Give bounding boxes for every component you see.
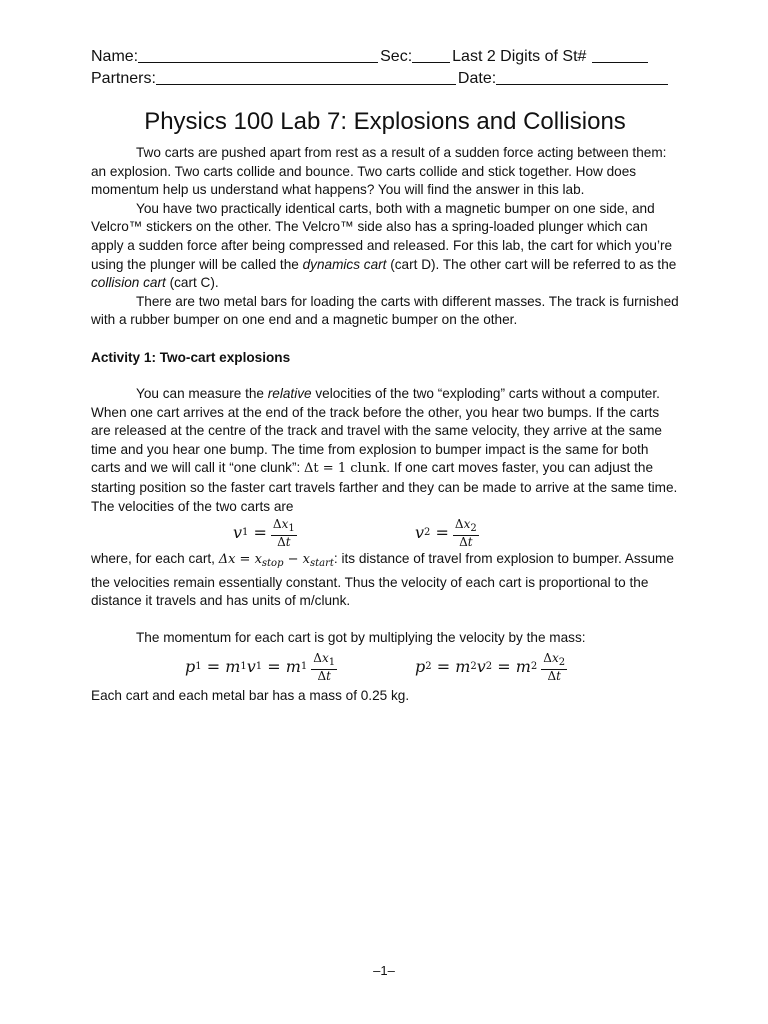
sec-label: Sec: (380, 48, 413, 65)
intro-p2-text-c: (cart C). (165, 275, 219, 291)
act1-text-b: velocities of the two “exploding” carts without a computer. When one cart arrives at the end of the track before the other, you hear two bumps. If the carts are released at the centre of the track and travel with the same velocity, they arrive at the same time and you hear one bump. The time from explosion to bumper impact is the same for both carts and we will call it “one clunk”: (91, 385, 662, 476)
clunk-equation: Δt = 1 clunk (304, 461, 387, 477)
date-blank (496, 68, 668, 85)
delta-x-definition (218, 552, 334, 570)
name-blank (138, 46, 378, 63)
velocity-equation-2: v 2 = $\frac{\Delta x_2}{\Delta t}$ (415, 516, 477, 549)
activity-1-section (91, 385, 679, 706)
momentum-equation-2: p 2 = m 2 v 2 = m 2 $\frac{\Delta x_2}{\Delta t}$ (415, 650, 566, 683)
activity-1-heading: Activity 1: Two-cart explosions (91, 349, 291, 365)
document-page (91, 46, 679, 706)
partners-label: Partners: (91, 70, 156, 87)
delta-x-eq: Δx = x (218, 552, 262, 568)
page-title: Physics 100 Lab 7: Explosions and Collisions (144, 108, 626, 135)
header-row-2 (91, 68, 679, 90)
page-number: –1– (373, 963, 395, 978)
intro-p2-text-b: (cart D). The other cart will be referred to as the (386, 256, 677, 272)
where-text-a: where, for each cart, (91, 551, 219, 567)
student-number-blank (592, 46, 648, 63)
velocity-equations (91, 516, 679, 550)
activity-1-paragraph-2 (91, 550, 679, 611)
relative-term: relative (267, 385, 312, 401)
dynamics-cart-term: dynamics cart (302, 256, 387, 272)
momentum-equations (91, 647, 679, 687)
activity-1-paragraph-4: Each cart and each metal bar has a mass of 0.25 kg. (91, 688, 410, 704)
act1-text-a: You can measure the (136, 385, 268, 401)
activity-1-paragraph-3: The momentum for each cart is got by multiplying the velocity by the mass: (136, 629, 586, 645)
intro-paragraph-1: Two carts are pushed apart from rest as a result of a sudden force acting between them: an explosion. Two carts collide and bounce. Two carts collide and stick together. How does momentum help us understand what happens? You will find the answer in this lab. (91, 145, 667, 198)
minus-x: − x (283, 552, 310, 568)
partners-blank (156, 68, 456, 85)
stop-subscript: stop (261, 558, 284, 570)
where-text-b: : its distance of travel from explosion to bumper. Assume the velocities remain essentially constant. Thus the velocity of each cart is proportional to the distance it travels and has units of m/clunk. (91, 551, 674, 609)
collision-cart-term: collision cart (91, 275, 166, 291)
header-row-1 (91, 46, 679, 68)
intro-p2-text-a: You have two practically identical carts, both with a magnetic bumper on one side, and Velcro™ stickers on the other. The Velcro™ side also has a spring-loaded plunger which can apply a sudden force after being compressed and released. For this lab, the cart for which you’re using the plunger will be called the (91, 200, 673, 272)
intro-paragraph-2 (91, 200, 679, 293)
sec-blank (412, 46, 450, 63)
name-label: Name: (91, 48, 139, 65)
momentum-equation-1: p 1 = m 1 v 1 = m 1 $\frac{\Delta x_1}{\Delta t}$ (185, 650, 336, 683)
date-label: Date: (457, 70, 497, 87)
act1-text-c: . If one cart moves faster, you can adjust the starting position so the faster cart travels farther and they can be made to arrive at the same time. The velocities of the two carts are (91, 460, 678, 514)
activity-1-paragraph-1 (91, 385, 679, 516)
start-subscript: start (309, 558, 334, 570)
intro-paragraph-3: There are two metal bars for loading the carts with different masses. The track is furnished with a rubber bumper on one end and a magnetic bumper on the other. (91, 293, 679, 328)
student-number-label: Last 2 Digits of St# (452, 48, 587, 65)
intro-section (91, 144, 679, 330)
velocity-equation-1: v 1 = $\frac{\Delta x_1}{\Delta t}$ (233, 516, 295, 549)
